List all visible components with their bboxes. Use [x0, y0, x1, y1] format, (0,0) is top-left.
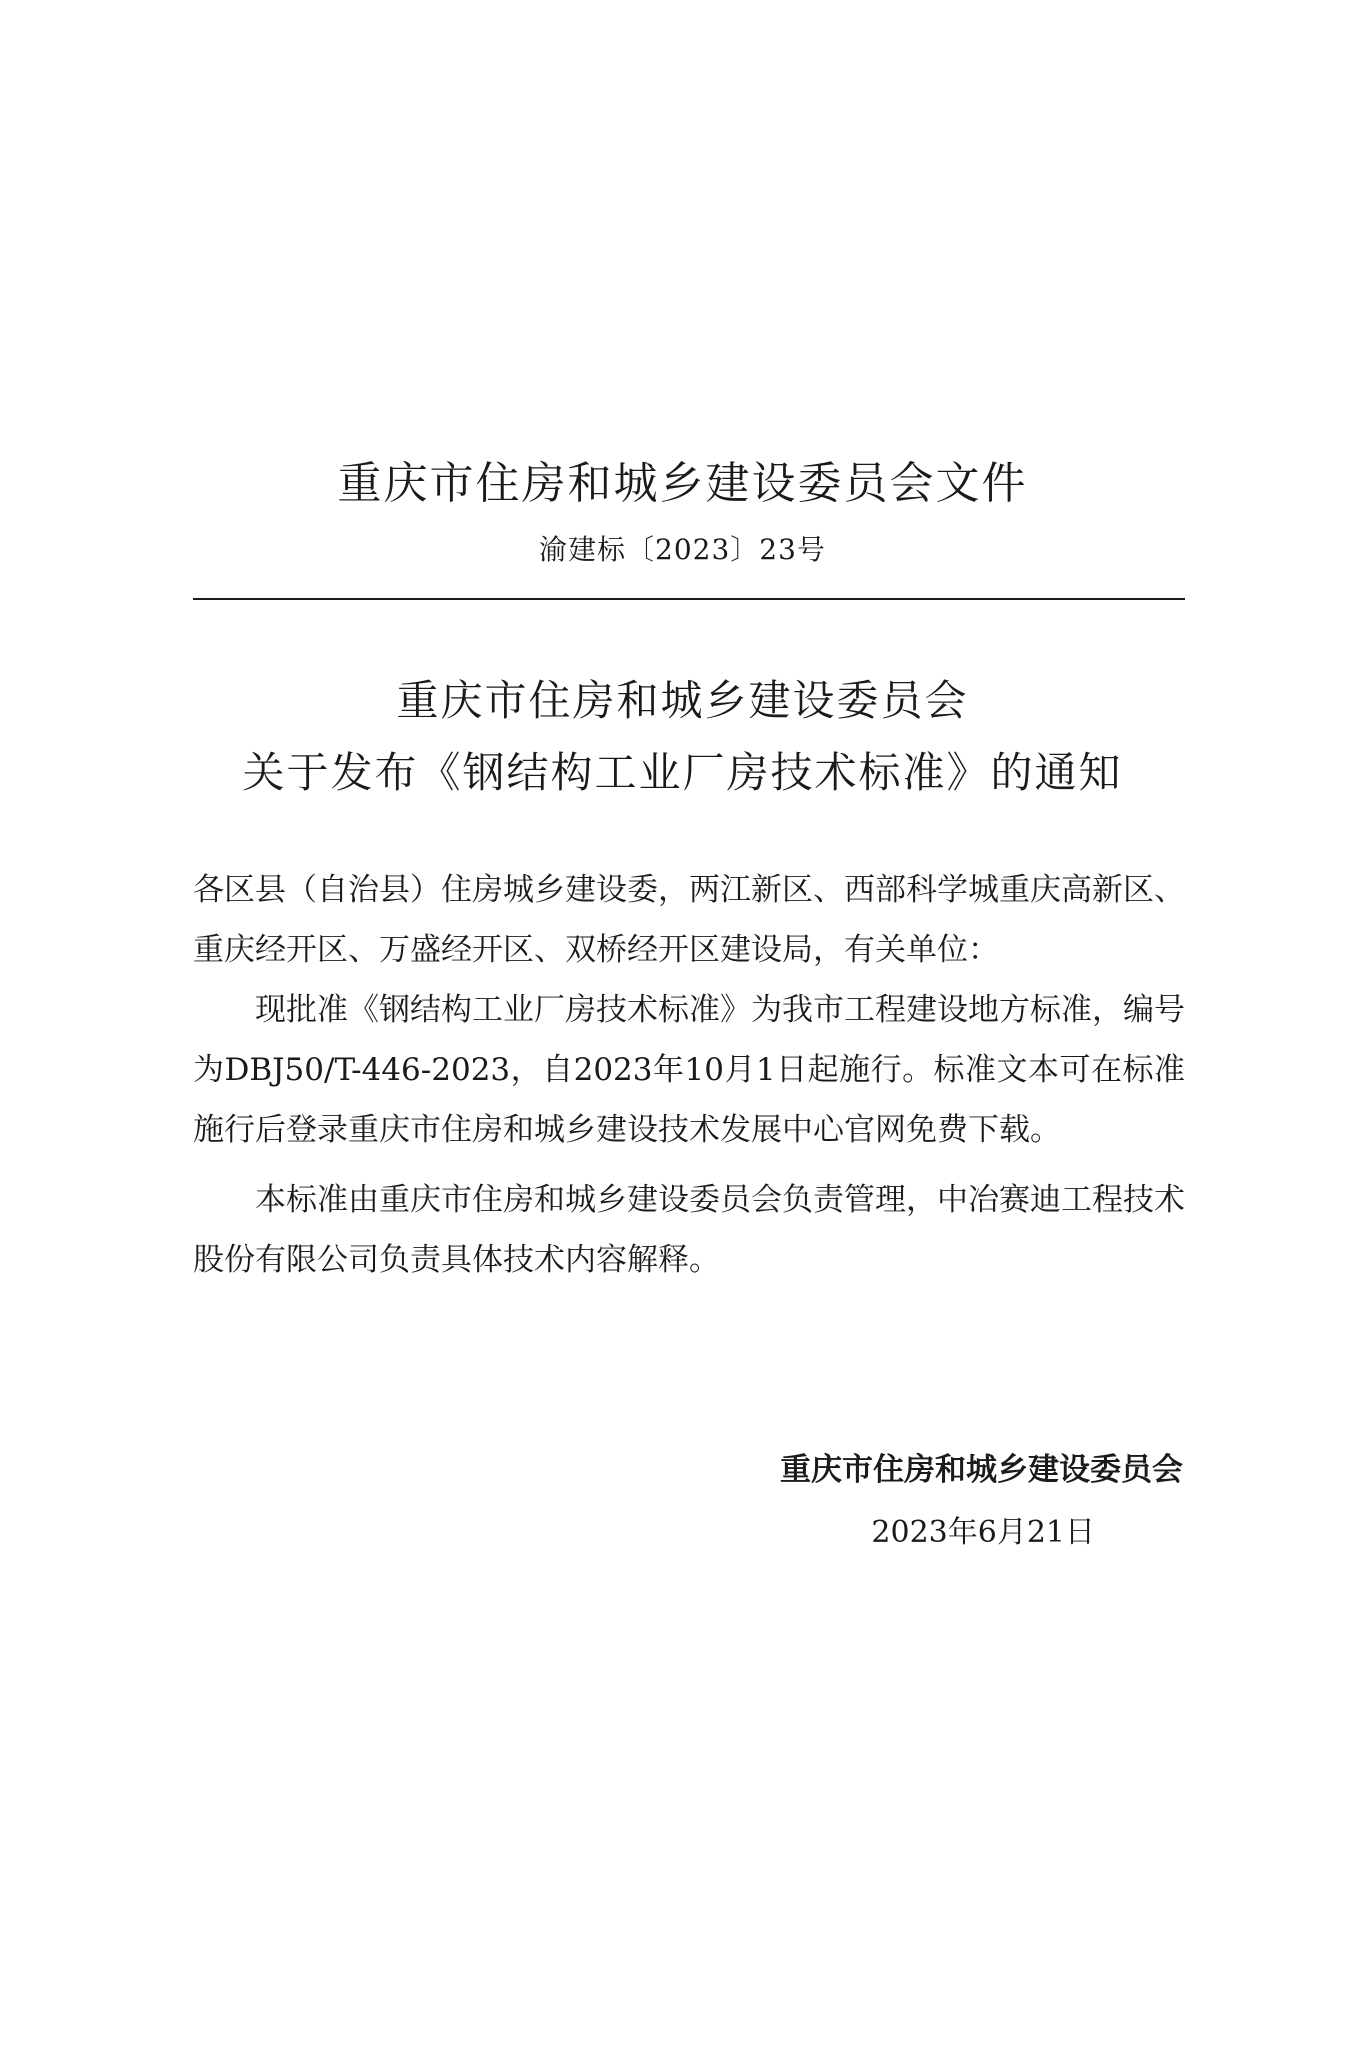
notice-title-line-2: 关于发布《钢结构工业厂房技术标准》的通知	[242, 748, 1123, 797]
document-header-title: 重庆市住房和城乡建设委员会文件	[337, 458, 1028, 509]
issuer-signature: 重庆市住房和城乡建设委员会	[780, 1452, 1183, 1488]
notice-title-line-1: 重庆市住房和城乡建设委员会	[396, 676, 969, 725]
issue-date: 2023年6月21日	[871, 1515, 1095, 1550]
body-paragraph-1: 现批准《钢结构工业厂房技术标准》为我市工程建设地方标准，编号为DBJ50/T-446-2023，自2023年10月1日起施行。标准文本可在标准施行后登录重庆市住房和城乡建设技术发展中心官网免费下载。	[193, 992, 1185, 1148]
notice-body	[193, 860, 1185, 1290]
body-paragraph-2: 本标准由重庆市住房和城乡建设委员会负责管理，中冶赛迪工程技术股份有限公司负责具体技术内容解释。	[193, 1182, 1185, 1278]
notice-title	[0, 665, 1365, 809]
addressees: 各区县（自治县）住房城乡建设委，两江新区、西部科学城重庆高新区、重庆经开区、万盛经开区、双桥经开区建设局，有关单位：	[193, 872, 1185, 968]
header-divider	[193, 598, 1185, 600]
document-number: 渝建标〔2023〕23号	[539, 533, 826, 566]
